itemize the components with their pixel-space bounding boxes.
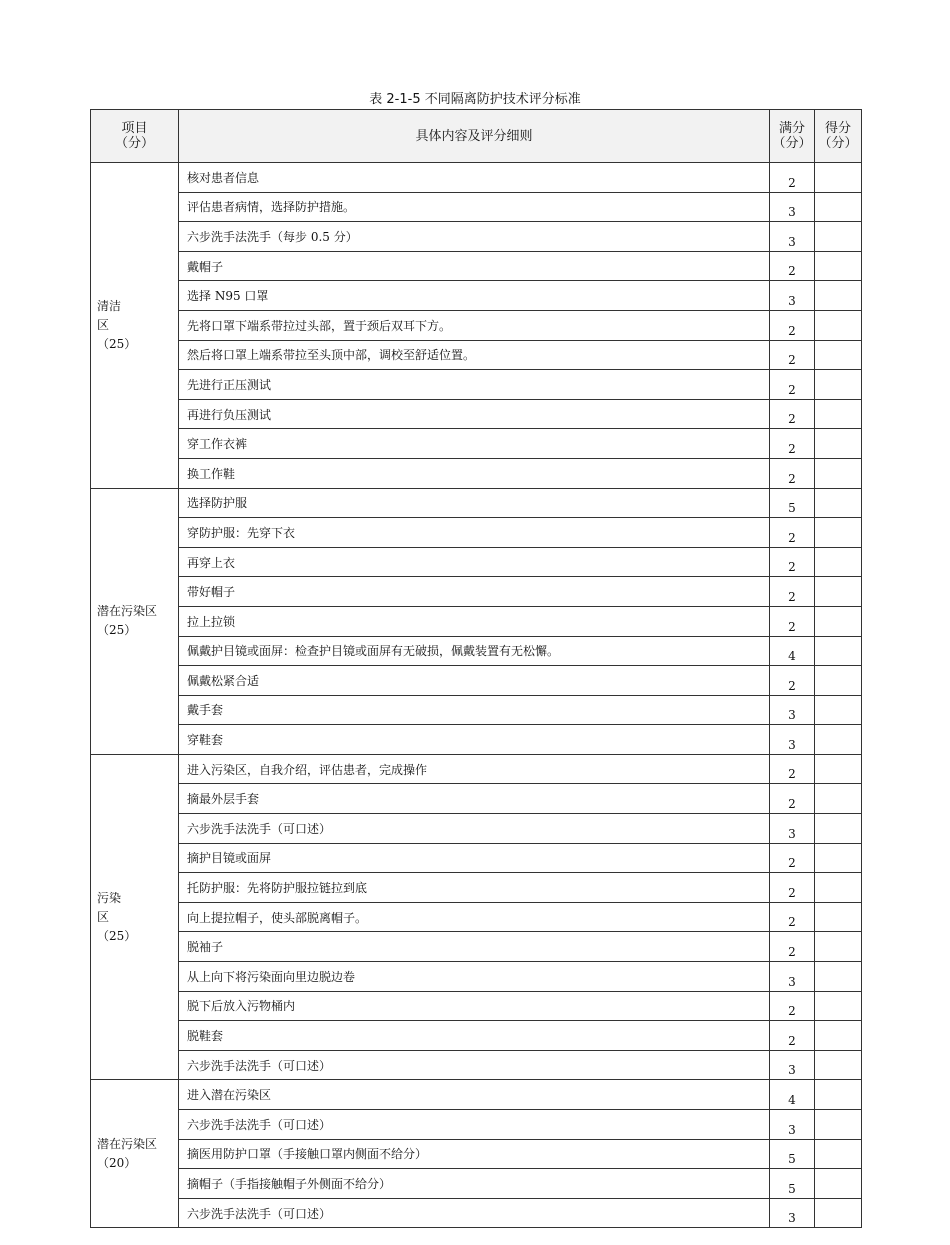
criterion-text: 穿工作衣裤 — [179, 429, 770, 459]
full-score-cell: 2 — [770, 1021, 815, 1051]
obtained-score-cell[interactable] — [815, 340, 862, 370]
full-score-cell: 5 — [770, 488, 815, 518]
table-row — [91, 666, 862, 696]
full-score-cell: 2 — [770, 991, 815, 1021]
full-score-cell: 2 — [770, 932, 815, 962]
table-row — [91, 843, 862, 873]
criterion-text: 六步洗手法洗手（可口述） — [179, 1110, 770, 1140]
obtained-score-cell[interactable] — [815, 1021, 862, 1051]
criterion-text: 摘帽子（手指接触帽子外侧面不给分） — [179, 1169, 770, 1199]
criterion-text: 六步洗手法洗手（可口述） — [179, 814, 770, 844]
criterion-text: 评估患者病情，选择防护措施。 — [179, 192, 770, 222]
criterion-text: 进入潜在污染区 — [179, 1080, 770, 1110]
full-score-cell: 3 — [770, 962, 815, 992]
obtained-score-cell[interactable] — [815, 251, 862, 281]
obtained-score-cell[interactable] — [815, 666, 862, 696]
criterion-text: 核对患者信息 — [179, 163, 770, 193]
header-obtained-score: 得分 （分） — [815, 110, 862, 163]
criterion-text: 先进行正压测试 — [179, 370, 770, 400]
full-score-cell: 2 — [770, 251, 815, 281]
criterion-text: 摘医用防护口罩（手接触口罩内侧面不给分） — [179, 1139, 770, 1169]
full-score-cell: 3 — [770, 1198, 815, 1228]
table-caption: 表 2-1-5 不同隔离防护技术评分标准 — [369, 92, 581, 107]
obtained-score-cell[interactable] — [815, 1169, 862, 1199]
criterion-text: 戴手套 — [179, 695, 770, 725]
full-score-cell: 3 — [770, 725, 815, 755]
criterion-text: 摘最外层手套 — [179, 784, 770, 814]
obtained-score-cell[interactable] — [815, 695, 862, 725]
criterion-text: 脱下后放入污物桶内 — [179, 991, 770, 1021]
full-score-cell: 2 — [770, 429, 815, 459]
table-row — [91, 1080, 862, 1110]
table-row — [91, 340, 862, 370]
full-score-cell: 4 — [770, 636, 815, 666]
full-score-cell: 3 — [770, 695, 815, 725]
criterion-text: 带好帽子 — [179, 577, 770, 607]
criterion-text: 向上提拉帽子，使头部脱离帽子。 — [179, 902, 770, 932]
criterion-text: 穿鞋套 — [179, 725, 770, 755]
full-score-cell: 3 — [770, 192, 815, 222]
full-score-cell: 2 — [770, 902, 815, 932]
full-score-cell: 2 — [770, 666, 815, 696]
table-row — [91, 222, 862, 252]
table-row — [91, 606, 862, 636]
obtained-score-cell[interactable] — [815, 163, 862, 193]
full-score-cell: 2 — [770, 310, 815, 340]
full-score-cell: 2 — [770, 458, 815, 488]
table-row — [91, 636, 862, 666]
full-score-cell: 2 — [770, 784, 815, 814]
criterion-text: 戴帽子 — [179, 251, 770, 281]
table-row — [91, 932, 862, 962]
criterion-text: 六步洗手法洗手（可口述） — [179, 1198, 770, 1228]
obtained-score-cell[interactable] — [815, 488, 862, 518]
criterion-text: 再进行负压测试 — [179, 399, 770, 429]
obtained-score-cell[interactable] — [815, 784, 862, 814]
table-row — [91, 399, 862, 429]
obtained-score-cell[interactable] — [815, 1080, 862, 1110]
table-row — [91, 577, 862, 607]
table-row — [91, 1110, 862, 1140]
table-row — [91, 991, 862, 1021]
criterion-text: 换工作鞋 — [179, 458, 770, 488]
full-score-cell: 2 — [770, 606, 815, 636]
full-score-cell: 2 — [770, 843, 815, 873]
full-score-cell: 2 — [770, 518, 815, 548]
full-score-cell: 3 — [770, 281, 815, 311]
obtained-score-cell[interactable] — [815, 636, 862, 666]
full-score-cell: 2 — [770, 340, 815, 370]
table-row — [91, 1139, 862, 1169]
table-row — [91, 251, 862, 281]
criterion-text: 拉上拉锁 — [179, 606, 770, 636]
full-score-cell: 2 — [770, 547, 815, 577]
obtained-score-cell[interactable] — [815, 370, 862, 400]
table-row — [91, 163, 862, 193]
criterion-text: 从上向下将污染面向里边脱边卷 — [179, 962, 770, 992]
table-row — [91, 281, 862, 311]
section-label: 潜在污染区 （25） — [91, 488, 179, 754]
obtained-score-cell[interactable] — [815, 1139, 862, 1169]
obtained-score-cell[interactable] — [815, 902, 862, 932]
section-label: 潜在污染区 （20） — [91, 1080, 179, 1228]
full-score-cell: 3 — [770, 814, 815, 844]
table-header-row — [91, 110, 862, 163]
obtained-score-cell[interactable] — [815, 1198, 862, 1228]
table-row — [91, 429, 862, 459]
criterion-text: 托防护服：先将防护服拉链拉到底 — [179, 873, 770, 903]
obtained-score-cell[interactable] — [815, 518, 862, 548]
criterion-text: 六步洗手法洗手（每步 0.5 分） — [179, 222, 770, 252]
full-score-cell: 2 — [770, 163, 815, 193]
obtained-score-cell[interactable] — [815, 458, 862, 488]
table-row — [91, 873, 862, 903]
table-row — [91, 1169, 862, 1199]
obtained-score-cell[interactable] — [815, 399, 862, 429]
table-row — [91, 518, 862, 548]
obtained-score-cell[interactable] — [815, 1110, 862, 1140]
criterion-text: 选择 N95 口罩 — [179, 281, 770, 311]
scoring-table — [90, 109, 862, 1228]
table-row — [91, 814, 862, 844]
criterion-text: 脱鞋套 — [179, 1021, 770, 1051]
table-row — [91, 458, 862, 488]
header-full-score: 满分 （分） — [770, 110, 815, 163]
full-score-cell: 3 — [770, 1050, 815, 1080]
obtained-score-cell[interactable] — [815, 547, 862, 577]
table-row — [91, 695, 862, 725]
obtained-score-cell[interactable] — [815, 192, 862, 222]
full-score-cell: 2 — [770, 754, 815, 784]
table-row — [91, 488, 862, 518]
section-label: 清洁 区 （25） — [91, 163, 179, 489]
obtained-score-cell[interactable] — [815, 814, 862, 844]
table-row — [91, 962, 862, 992]
criterion-text: 佩戴松紧合适 — [179, 666, 770, 696]
criterion-text: 六步洗手法洗手（可口述） — [179, 1050, 770, 1080]
table-row — [91, 310, 862, 340]
criterion-text: 穿防护服：先穿下衣 — [179, 518, 770, 548]
full-score-cell: 5 — [770, 1139, 815, 1169]
full-score-cell: 3 — [770, 1110, 815, 1140]
table-body — [91, 163, 862, 1228]
obtained-score-cell[interactable] — [815, 962, 862, 992]
table-row — [91, 1021, 862, 1051]
obtained-score-cell[interactable] — [815, 873, 862, 903]
full-score-cell: 3 — [770, 222, 815, 252]
obtained-score-cell[interactable] — [815, 1050, 862, 1080]
table-row — [91, 1050, 862, 1080]
table-row — [91, 1198, 862, 1228]
obtained-score-cell[interactable] — [815, 281, 862, 311]
obtained-score-cell[interactable] — [815, 725, 862, 755]
full-score-cell: 2 — [770, 577, 815, 607]
header-content: 具体内容及评分细则 — [179, 110, 770, 163]
section-label: 污染 区 （25） — [91, 754, 179, 1080]
criterion-text: 进入污染区，自我介绍，评估患者，完成操作 — [179, 754, 770, 784]
obtained-score-cell[interactable] — [815, 606, 862, 636]
table-row — [91, 192, 862, 222]
full-score-cell: 4 — [770, 1080, 815, 1110]
obtained-score-cell[interactable] — [815, 429, 862, 459]
criterion-text: 摘护目镜或面屏 — [179, 843, 770, 873]
criterion-text: 再穿上衣 — [179, 547, 770, 577]
full-score-cell: 2 — [770, 399, 815, 429]
criterion-text: 选择防护服 — [179, 488, 770, 518]
obtained-score-cell[interactable] — [815, 310, 862, 340]
full-score-cell: 2 — [770, 873, 815, 903]
table-row — [91, 725, 862, 755]
full-score-cell: 2 — [770, 370, 815, 400]
table-row — [91, 754, 862, 784]
obtained-score-cell[interactable] — [815, 577, 862, 607]
header-item: 项目 （分） — [91, 110, 179, 163]
full-score-cell: 5 — [770, 1169, 815, 1199]
table-row — [91, 784, 862, 814]
obtained-score-cell[interactable] — [815, 843, 862, 873]
obtained-score-cell[interactable] — [815, 932, 862, 962]
criterion-text: 先将口罩下端系带拉过头部，置于颈后双耳下方。 — [179, 310, 770, 340]
criterion-text: 佩戴护目镜或面屏：检查护目镜或面屏有无破损，佩戴装置有无松懈。 — [179, 636, 770, 666]
criterion-text: 脱袖子 — [179, 932, 770, 962]
obtained-score-cell[interactable] — [815, 754, 862, 784]
table-row — [91, 547, 862, 577]
obtained-score-cell[interactable] — [815, 991, 862, 1021]
criterion-text: 然后将口罩上端系带拉至头顶中部，调校至舒适位置。 — [179, 340, 770, 370]
obtained-score-cell[interactable] — [815, 222, 862, 252]
table-row — [91, 370, 862, 400]
table-row — [91, 902, 862, 932]
